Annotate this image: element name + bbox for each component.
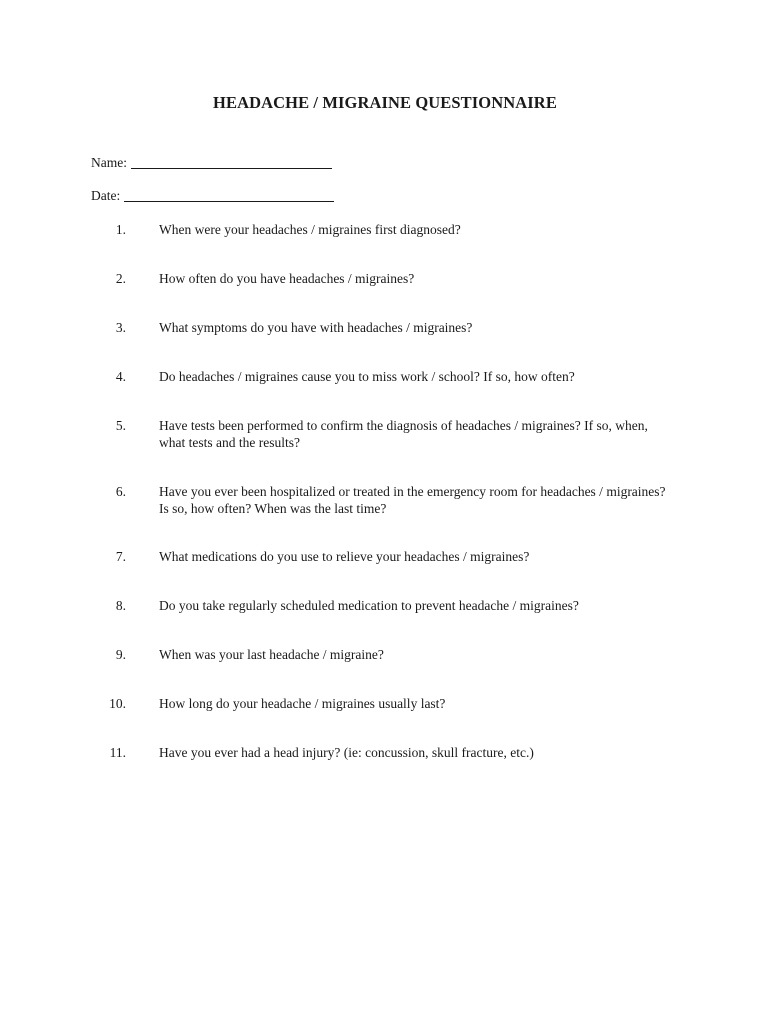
question-text: Do headaches / migraines cause you to miss work / school? If so, how often? <box>159 369 575 384</box>
name-field <box>91 155 332 171</box>
question-text: Have you ever had a head injury? (ie: concussion, skull fracture, etc.) <box>159 745 534 760</box>
question-number: 1. <box>115 222 126 237</box>
question-text: Do you take regularly scheduled medication to prevent headache / migraines? <box>159 598 579 613</box>
date-blank-line[interactable] <box>124 200 334 202</box>
question-text: How long do your headache / migraines usually last? <box>159 696 446 711</box>
date-field <box>91 188 334 204</box>
question-text-line-2: what tests and the results? <box>159 434 300 450</box>
question-text-line-1: Have tests been performed to confirm the diagnosis of headaches / migraines? If so, when, <box>159 418 648 433</box>
question-text-line-1: Have you ever been hospitalized or treated in the emergency room for headaches / migraines? <box>159 484 666 499</box>
question-text-line-2: Is so, how often? When was the last time? <box>159 500 387 516</box>
question-number: 11. <box>109 745 126 760</box>
name-blank-line[interactable] <box>131 167 332 169</box>
question-text: What medications do you use to relieve your headaches / migraines? <box>159 549 530 564</box>
date-label: Date: <box>91 188 121 203</box>
question-number: 9. <box>115 647 126 662</box>
question-number: 6. <box>115 484 126 499</box>
question-number: 3. <box>115 320 126 335</box>
page-title: HEADACHE / MIGRAINE QUESTIONNAIRE <box>213 93 557 112</box>
question-text: When were your headaches / migraines first diagnosed? <box>159 222 461 237</box>
question-text <box>159 418 699 451</box>
question-text <box>159 484 699 517</box>
question-number: 10. <box>109 696 126 711</box>
question-number: 8. <box>115 598 126 613</box>
name-label: Name: <box>91 155 127 170</box>
question-text: What symptoms do you have with headaches / migraines? <box>159 320 473 335</box>
question-number: 5. <box>115 418 126 433</box>
question-text: When was your last headache / migraine? <box>159 647 384 662</box>
question-number: 4. <box>115 369 126 384</box>
question-number: 2. <box>115 271 126 286</box>
question-text: How often do you have headaches / migraines? <box>159 271 415 286</box>
question-number: 7. <box>115 549 126 564</box>
